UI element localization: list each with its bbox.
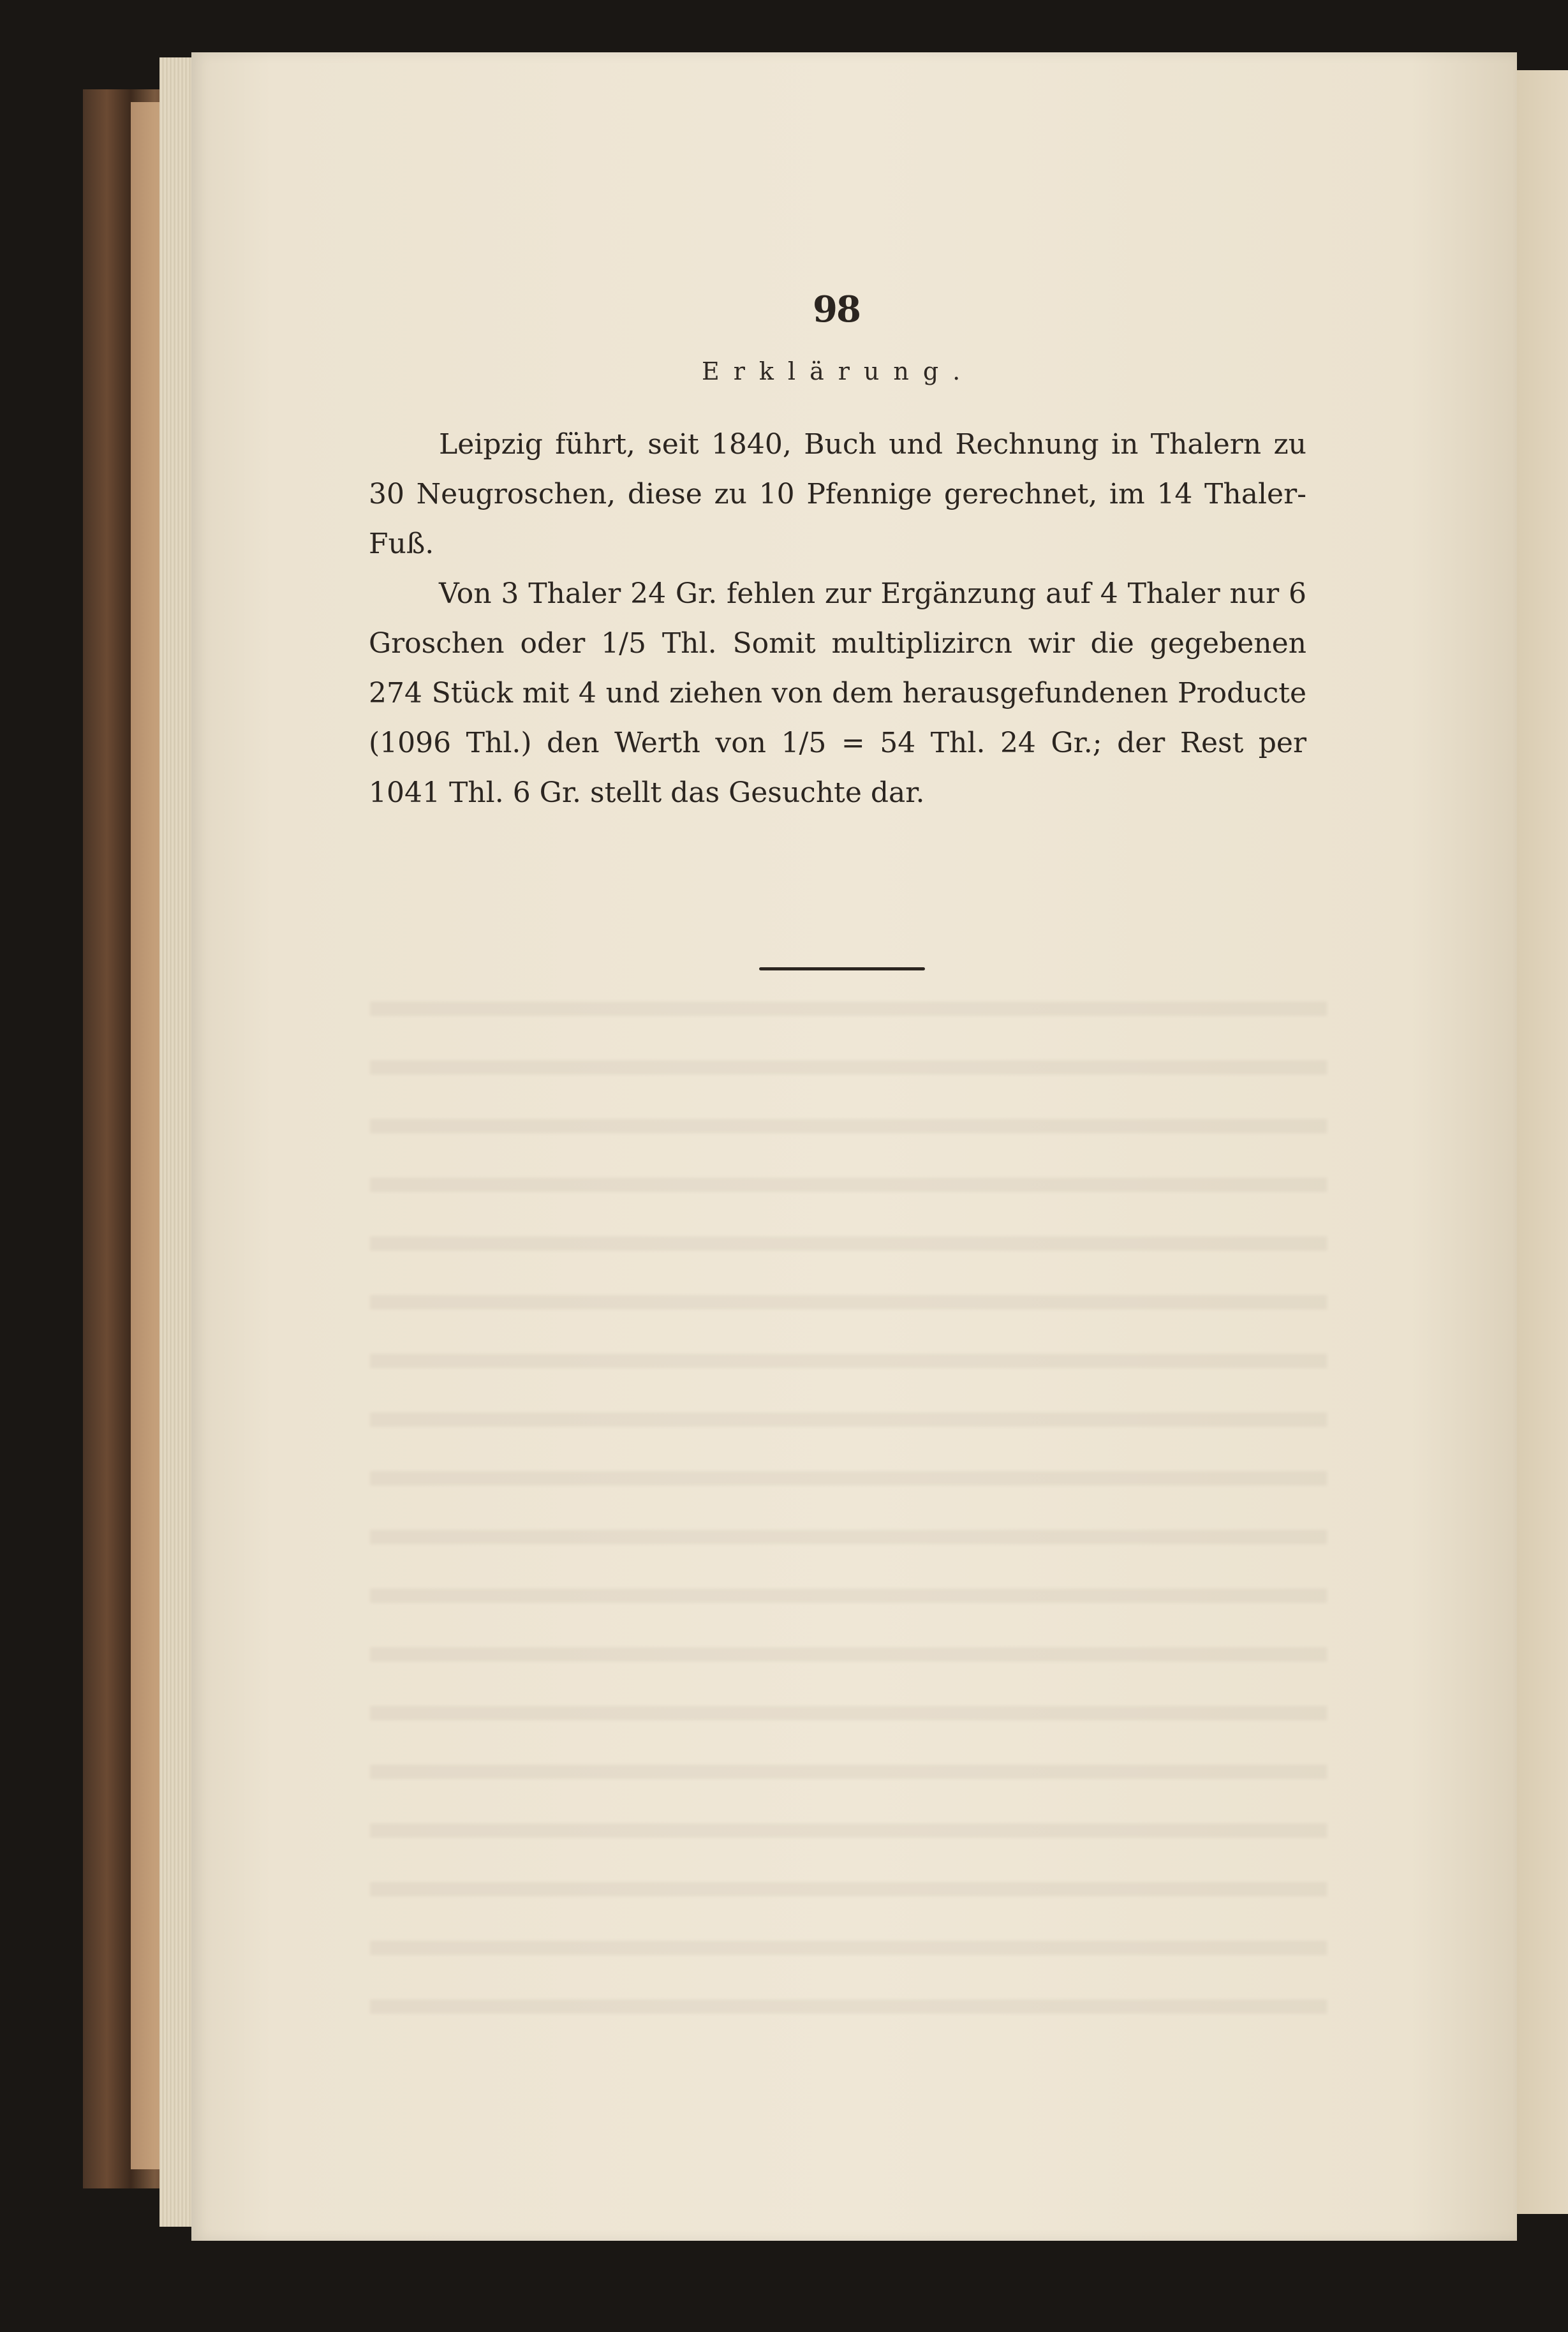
section-divider xyxy=(759,967,925,970)
show-through-text xyxy=(370,957,1327,2042)
facing-page-edge xyxy=(1517,70,1568,2214)
paragraph-1: Leipzig führt, seit 1840, Buch und Rechnung in Thalern zu 30 Neugroschen, diese zu 10 Pfennige gerechnet, im 14 Thaler-Fuß. xyxy=(369,428,1306,560)
body-text xyxy=(369,420,1306,818)
page-number: 98 xyxy=(813,288,860,330)
section-heading: Erklärung. xyxy=(702,357,975,385)
paragraph-2: Von 3 Thaler 24 Gr. fehlen zur Ergänzung auf 4 Thaler nur 6 Groschen oder 1/5 Thl. Somit multiplizircn wir die gegebenen 274 Stück mit 4 und ziehen von dem herausgefundenen Producte (1096 Thl.) den Werth von 1/5 = 54 Thl. 24 Gr.; der Rest per 1041 Thl. 6 Gr. stellt das Gesuchte dar. xyxy=(369,577,1306,809)
